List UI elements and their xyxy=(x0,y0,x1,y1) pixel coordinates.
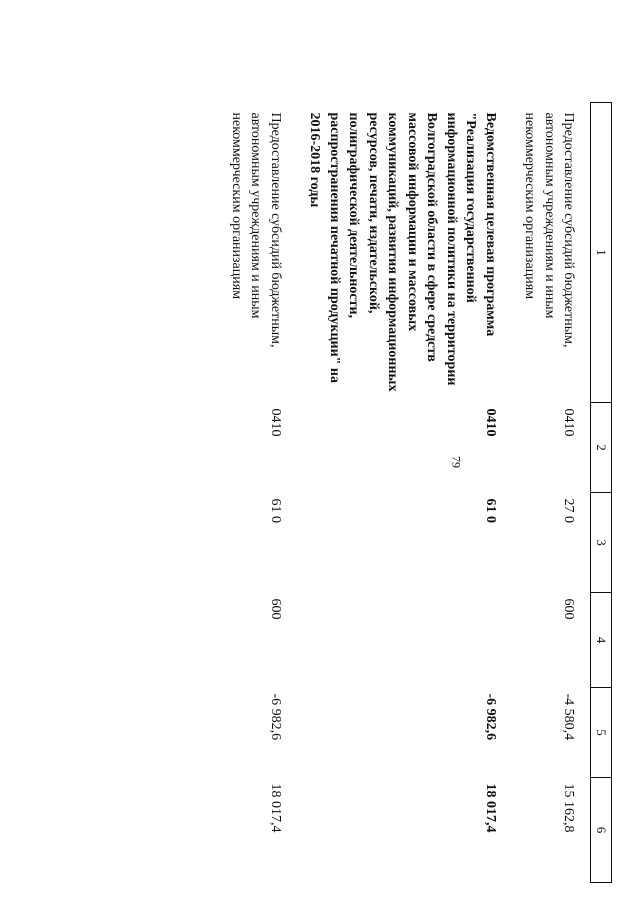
header-cell-4: 4 xyxy=(591,593,612,688)
row-name: Ведомственная целевая программа "Реализация государственной информационной политики на территории Волгоградской области в сфере средств массовой информации и массовых коммуникаций, развития информационных ресурсов, печати, издательской, полиграфической деятельности, распространения печатной продукции" на 2016-2018 годы xyxy=(307,112,498,392)
header-cell-2: 2 xyxy=(591,403,612,493)
header-cell-3: 3 xyxy=(591,493,612,593)
rotated-table-container xyxy=(52,102,612,882)
row-name: Предоставление субсидий бюджетным, автономным учреждениям и иным некоммерческим организациям xyxy=(522,112,577,348)
row-total-amount: 18 017,4 xyxy=(268,783,283,833)
table-row xyxy=(512,103,591,883)
table-row xyxy=(297,103,512,883)
row-name: Предоставление субсидий бюджетным, автономным учреждениям и иным некоммерческим организациям xyxy=(229,112,283,348)
row-expense-type xyxy=(297,593,512,688)
row-target-code: 27 0 xyxy=(561,498,577,523)
row-total-amount: 18 017,4 xyxy=(483,783,498,833)
table-row xyxy=(219,103,298,883)
row-total-amount: 15 162,8 xyxy=(561,783,577,833)
row-expense-type: 600 xyxy=(561,598,577,620)
header-row xyxy=(591,103,612,883)
row-expense-type: 600 xyxy=(268,598,283,620)
budget-table xyxy=(219,102,613,883)
header-cell-1: 1 xyxy=(591,103,612,403)
header-cell-6: 6 xyxy=(591,778,612,883)
row-change-amount: -6 982,6 xyxy=(268,693,283,741)
page-number: 79 xyxy=(449,456,464,468)
header-cell-5: 5 xyxy=(591,688,612,778)
row-target-code: 61 0 xyxy=(268,498,283,523)
row-target-code: 61 0 xyxy=(483,498,498,523)
row-section-code: 0410 xyxy=(561,408,577,437)
row-change-amount: -6 982,6 xyxy=(483,693,498,741)
row-section-code: 0410 xyxy=(268,408,283,437)
row-change-amount: -4 580,4 xyxy=(561,693,577,741)
row-section-code: 0410 xyxy=(483,408,498,437)
